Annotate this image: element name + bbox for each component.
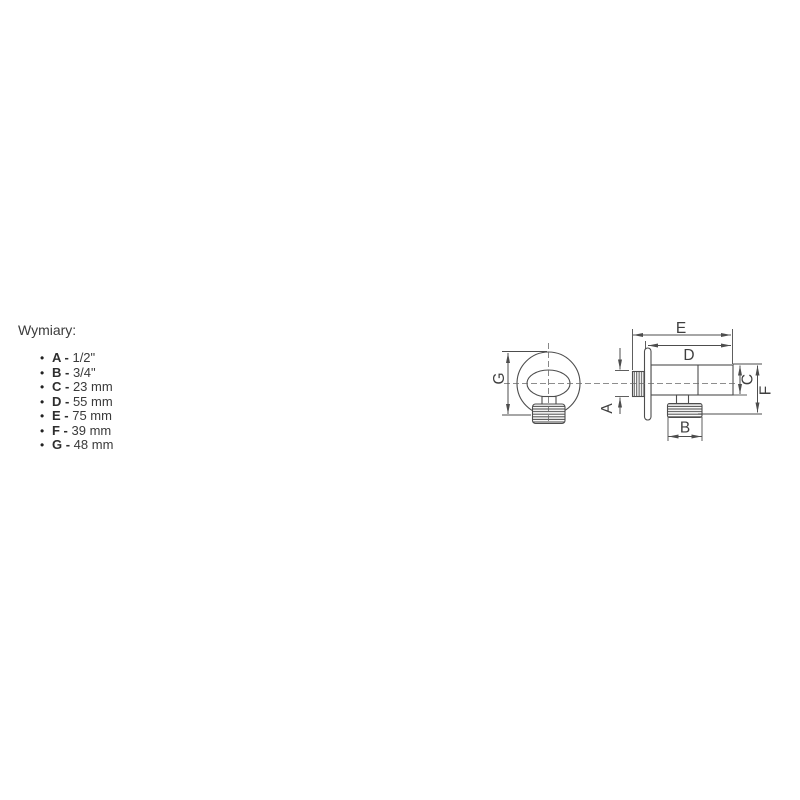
dimension-item	[40, 351, 218, 366]
outlet-neck	[677, 395, 689, 404]
dimensions-panel	[18, 322, 218, 453]
dimension-item	[40, 380, 218, 395]
outlet-thread	[668, 404, 703, 418]
bullet-icon: •	[40, 438, 45, 453]
bullet-icon: •	[40, 351, 45, 365]
bullet-icon: •	[40, 423, 45, 438]
label-C: C	[739, 373, 757, 386]
dimension-letter: E -	[52, 408, 73, 424]
dimension-value: 39 mm	[71, 422, 112, 438]
wall-thread	[633, 372, 645, 397]
label-B: B	[679, 419, 691, 437]
wall-flange-side	[645, 348, 652, 420]
bullet-icon: •	[40, 409, 45, 424]
bullet-icon: •	[40, 394, 45, 409]
bullet-icon: •	[40, 380, 45, 395]
dimension-letter: D -	[52, 393, 73, 409]
label-A: A	[599, 403, 616, 414]
dimension-letter: B -	[52, 364, 73, 380]
dimension-letter: F -	[52, 422, 72, 438]
dimensions-title: Wymiary:	[18, 322, 77, 338]
dimension-value: 23 mm	[72, 379, 113, 395]
dimension-item	[40, 438, 218, 453]
dimension-value: 75 mm	[72, 408, 112, 424]
dimension-value: 1/2"	[72, 350, 96, 365]
dimension-value: 55 mm	[72, 393, 113, 409]
bullet-icon: •	[40, 365, 45, 380]
dimension-letter: A -	[52, 350, 73, 365]
valve-body	[651, 365, 733, 395]
label-G: G	[491, 372, 508, 385]
dimension-item	[40, 395, 218, 410]
dimension-letter: G -	[52, 437, 74, 453]
dimension-letter: C -	[52, 379, 73, 395]
dimension-item	[40, 366, 218, 381]
label-E: E	[675, 320, 687, 337]
label-F: F	[757, 385, 775, 396]
dimension-value: 3/4"	[72, 364, 96, 380]
dimension-item	[40, 424, 218, 439]
dimension-item	[40, 409, 218, 424]
label-D: D	[683, 347, 695, 364]
dimensions-list	[18, 351, 218, 453]
dimension-value: 48 mm	[73, 437, 114, 453]
technical-drawing	[480, 300, 780, 460]
